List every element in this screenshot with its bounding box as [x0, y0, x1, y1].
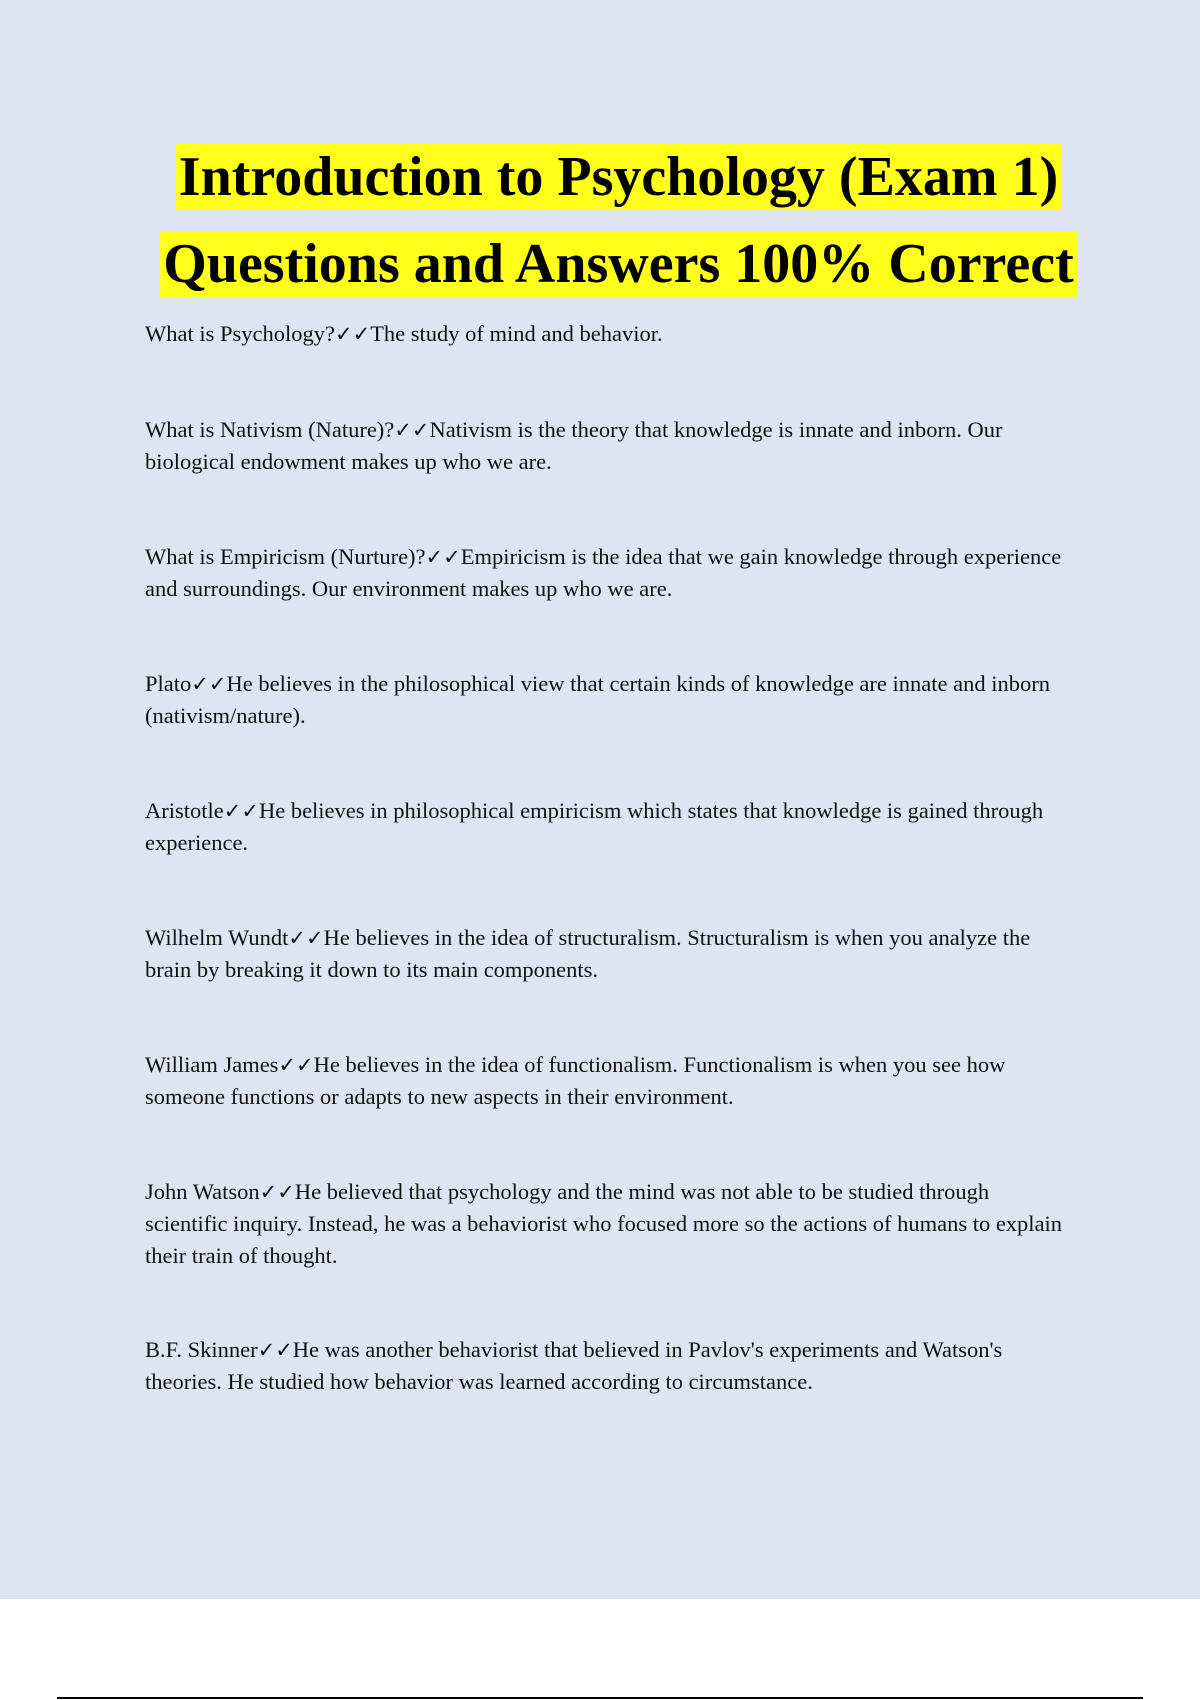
answer-text: He was another behaviorist that believed in Pavlov's experiments and Watson's theories. He studied how behavior was learned according to circumstance.	[145, 1337, 1003, 1394]
document-title	[0, 144, 1200, 297]
answer-text: He believes in philosophical empiricism which states that knowledge is gained through experience.	[145, 798, 1044, 855]
answer-text: He believes in the idea of functionalism. Functionalism is when you see how someone functions or adapts to new aspects in their environment.	[145, 1052, 1006, 1109]
question-text: Aristotle	[145, 798, 224, 823]
qa-item	[145, 1334, 1075, 1398]
question-text: What is Empiricism (Nurture)?	[145, 544, 426, 569]
answer-text: Nativism is the theory that knowledge is innate and inborn. Our biological endowment makes up who we are.	[145, 417, 1003, 474]
question-text: Wilhelm Wundt	[145, 925, 289, 950]
double-check-icon: ✓✓	[223, 799, 259, 823]
qa-item	[145, 1049, 1075, 1113]
double-check-icon: ✓✓	[278, 1053, 314, 1077]
qa-item	[145, 795, 1075, 859]
question-text: John Watson	[145, 1179, 260, 1204]
title-line-2: Questions and Answers 100% Correct	[160, 231, 1077, 297]
double-check-icon: ✓✓	[259, 1180, 295, 1204]
double-check-icon: ✓✓	[425, 545, 461, 569]
double-check-icon: ✓✓	[394, 418, 430, 442]
answer-text: The study of mind and behavior.	[370, 321, 663, 346]
answer-text: He believes in the idea of structuralism. Structuralism is when you analyze the brain by breaking it down to its main components.	[145, 925, 1031, 982]
question-text: Plato	[145, 671, 192, 696]
qa-item	[145, 414, 1075, 478]
double-check-icon: ✓✓	[191, 672, 227, 696]
double-check-icon: ✓✓	[334, 322, 371, 346]
title-line-1: Introduction to Psychology (Exam 1)	[176, 144, 1061, 210]
question-text: What is Psychology?	[145, 321, 335, 346]
qa-item	[145, 1176, 1075, 1272]
question-text: B.F. Skinner	[145, 1337, 258, 1362]
qa-item	[145, 668, 1075, 732]
answer-text: He believed that psychology and the mind was not able to be studied through scientific inquiry. Instead, he was a behaviorist who focused more so the actions of humans to explain their train of thought.	[145, 1179, 1063, 1268]
answer-text: He believes in the philosophical view that certain kinds of knowledge are innate and inborn (nativism/nature).	[145, 671, 1050, 728]
question-text: What is Nativism (Nature)?	[145, 417, 395, 442]
question-text: William James	[145, 1052, 279, 1077]
qa-item	[145, 318, 1075, 350]
double-check-icon: ✓✓	[257, 1338, 293, 1362]
qa-item	[145, 541, 1075, 605]
answer-text: Empiricism is the idea that we gain knowledge through experience and surroundings. Our environment makes up who we are.	[145, 544, 1062, 601]
footer-rule	[57, 1697, 1143, 1699]
qa-item	[145, 922, 1075, 986]
double-check-icon: ✓✓	[288, 926, 324, 950]
